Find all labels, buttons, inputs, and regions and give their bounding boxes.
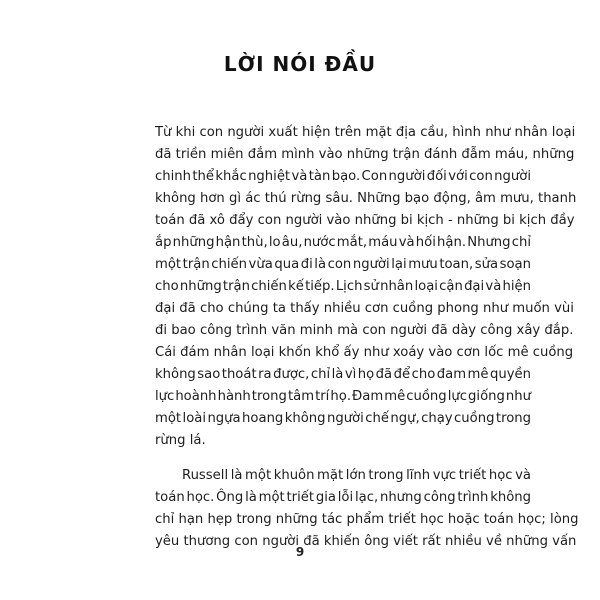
text-line: lực hoành hành trong tâm trí họ. Đam mê cuồng lực giống như (155, 389, 531, 404)
text-line: không sao thoát ra được, chỉ là vì họ đã để cho đam mê quyền (155, 367, 531, 382)
text-line: chinh thể khắc nghiệt và tàn bạo. Con người đối với con người (155, 169, 531, 184)
text-line: không hơn gì ác thú rừng sâu. Những bạo động, âm mưu, thanh (155, 191, 577, 206)
text-line: toán đã xô đẩy con người vào những bi kịch - những bi kịch đầy (155, 213, 575, 228)
text-line: cho những trận chiến kế tiếp. Lịch sử nhân loại cận đại và hiện (155, 279, 531, 294)
text-line: yêu thương con người đã khiến ông viết rất nhiều về những vấn (155, 534, 577, 549)
text-line: ắp những hận thù, lo âu, nước mắt, máu và hối hận. Nhưng chỉ (155, 235, 531, 250)
paragraph-gap (155, 452, 531, 465)
text-line: Russell là một khuôn mặt lớn trong lĩnh vực triết học và (182, 468, 531, 483)
text-line: đi bao công trình văn minh mà con người đã dày công xây đắp. (155, 323, 574, 338)
text-line: một trận chiến vừa qua đi là con người lại mưu toan, sửa soạn (155, 257, 531, 272)
text-line: một loài ngựa hoang không người chế ngự, chạy cuồng trong (155, 411, 531, 426)
body-text (155, 122, 579, 553)
text-line: đã triền miên đắm mình vào những trận đánh đẫm máu, những (155, 147, 575, 162)
text-line: chỉ hạn hẹp trong những tác phẩm triết học hoặc toán học; lòng (155, 512, 579, 527)
page-heading: LỜI NÓI ĐẦU (223, 52, 377, 76)
text-line: rừng lá. (155, 433, 206, 448)
text-line: đại đã cho chúng ta thấy nhiều cơn cuồng phong như muốn vùi (155, 301, 574, 316)
paragraph-1 (155, 122, 577, 452)
text-line: Từ khi con người xuất hiện trên mặt địa cầu, hình như nhân loại (155, 125, 576, 140)
text-line: toán học. Ông là một triết gia lỗi lạc, nhưng công trình không (155, 490, 531, 505)
paragraph-2 (155, 465, 579, 553)
page-number: 9 (295, 545, 305, 559)
text-line: Cái đám nhân loại khốn khổ ấy như xoáy vào cơn lốc mê cuồng (155, 345, 574, 360)
